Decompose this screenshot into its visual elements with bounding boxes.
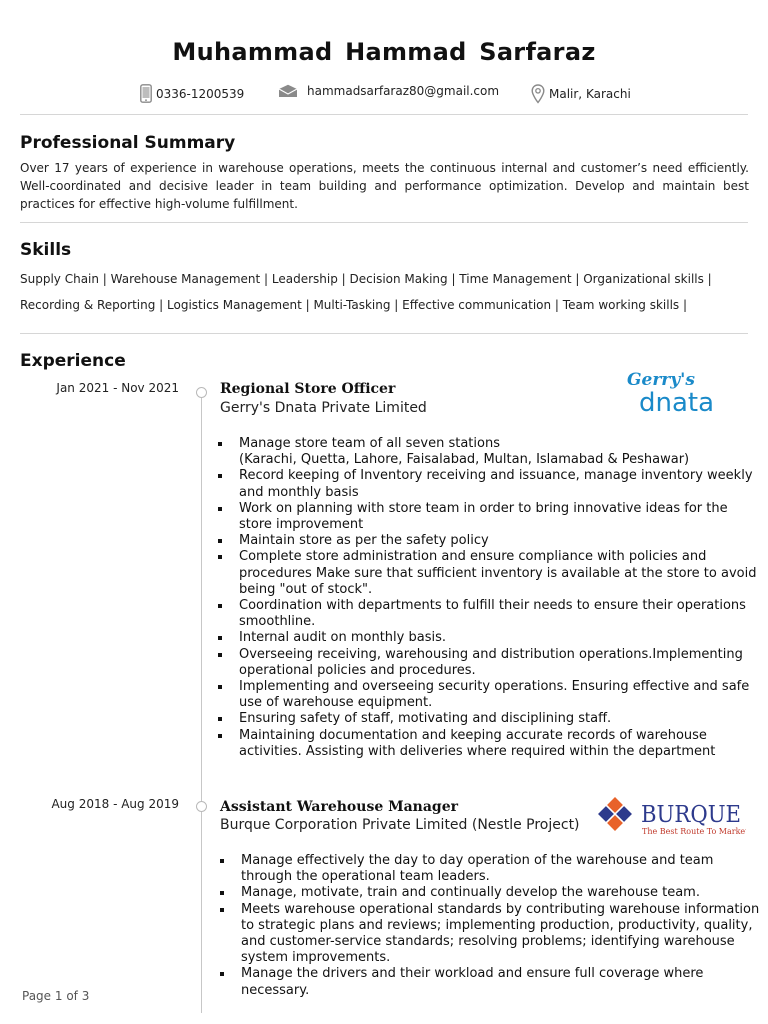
contact-email (278, 84, 499, 98)
email-address: hammadsarfaraz80@gmail.com (307, 84, 500, 98)
summary-text: Over 17 years of experience in warehouse operations, meets the continuous internal and customer’s need efficiently. Well-coordinated and decisive leader in team building and performance optimization. Develop and maintain best practices for effective high-volume fulfillment. (20, 161, 749, 211)
list-item: Coordination with departments to fulfill their needs to ensure their operations smoothline. (218, 598, 758, 630)
job-bullets (218, 436, 758, 760)
burque-diamond-icon (598, 797, 632, 831)
list-item-text: (Karachi, Quetta, Lahore, Faisalabad, Multan, Islamabad & Peshawar) (239, 452, 690, 468)
logo-tagline: The Best Route To Market (642, 827, 746, 836)
list-item: Maintain store as per the safety policy (218, 533, 758, 549)
timeline-dot (196, 801, 207, 812)
divider (20, 114, 748, 115)
experience-heading: Experience (20, 351, 126, 371)
list-item: Complete store administration and ensure compliance with policies and procedures Make sure that sufficient inventory is available at the store to avoid being "out of stock". (218, 549, 758, 598)
gerrys-dnata-logo (620, 368, 730, 418)
list-item: Manage the drivers and their workload and ensure full coverage where necessary. (220, 966, 760, 998)
list-item: Manage store team of all seven stations (218, 436, 758, 452)
summary-heading: Professional Summary (20, 133, 236, 153)
phone-number: 0336-1200539 (156, 86, 245, 101)
list-item: Internal audit on monthly basis. (218, 630, 758, 646)
job-company: Gerry's Dnata Private Limited (220, 400, 427, 416)
list-item (218, 452, 758, 468)
page-number: Page 1 of 3 (22, 989, 90, 1003)
list-item: Implementing and overseeing security operations. Ensuring effective and safe use of warehouse equipment. (218, 679, 758, 711)
list-item: Meets warehouse operational standards by contributing warehouse information to strategic plans and reviews; implementing production, productivity, quality, and customer-service standards; resolving problems; identifying warehouse system improvements. (220, 902, 760, 967)
list-item: Record keeping of Inventory receiving and issuance, manage inventory weekly and monthly basis (218, 468, 758, 500)
contact-location (531, 84, 631, 104)
candidate-name: Muhammad Hammad Sarfaraz (172, 38, 596, 66)
logo-brand-text: dnata (639, 388, 715, 418)
divider (20, 222, 748, 223)
contact-phone (140, 84, 244, 103)
list-item: Work on planning with store team in order to bring innovative ideas for the store improvement (218, 501, 758, 533)
burque-logo (596, 794, 746, 838)
job-company: Burque Corporation Private Limited (Nestle Project) (220, 817, 580, 833)
job-role: Regional Store Officer (220, 381, 396, 397)
job-dates: Jan 2021 - Nov 2021 (56, 381, 179, 395)
logo-script-text: Gerry's (627, 370, 695, 390)
job-bullets (220, 853, 760, 999)
location-text: Malir, Karachi (549, 87, 631, 101)
skills-line-2: Recording & Reporting | Logistics Management | Multi-Tasking | Effective communication | Team working skills | (20, 298, 688, 312)
envelope-icon (278, 84, 298, 98)
timeline-line (201, 398, 202, 1013)
list-item: Manage, motivate, train and continually develop the warehouse team. (220, 885, 760, 901)
location-pin-icon (531, 84, 545, 104)
list-item: Ensuring safety of staff, motivating and disciplining staff. (218, 711, 758, 727)
phone-icon (140, 84, 152, 103)
job-dates: Aug 2018 - Aug 2019 (51, 797, 179, 811)
skills-heading: Skills (20, 240, 72, 260)
list-item: Maintaining documentation and keeping accurate records of warehouse activities. Assisting with deliveries where required within the department (218, 728, 758, 760)
timeline-dot (196, 387, 207, 398)
logo-brand-text: BURQUE (641, 802, 741, 828)
list-item: Manage effectively the day to day operation of the warehouse and team through the operational team leaders. (220, 853, 760, 885)
list-item: Overseeing receiving, warehousing and distribution operations.Implementing operational policies and procedures. (218, 647, 758, 679)
skills-line-1: Supply Chain | Warehouse Management | Leadership | Decision Making | Time Management | Organizational skills | (20, 272, 712, 286)
divider (20, 333, 748, 334)
job-role: Assistant Warehouse Manager (220, 799, 458, 815)
